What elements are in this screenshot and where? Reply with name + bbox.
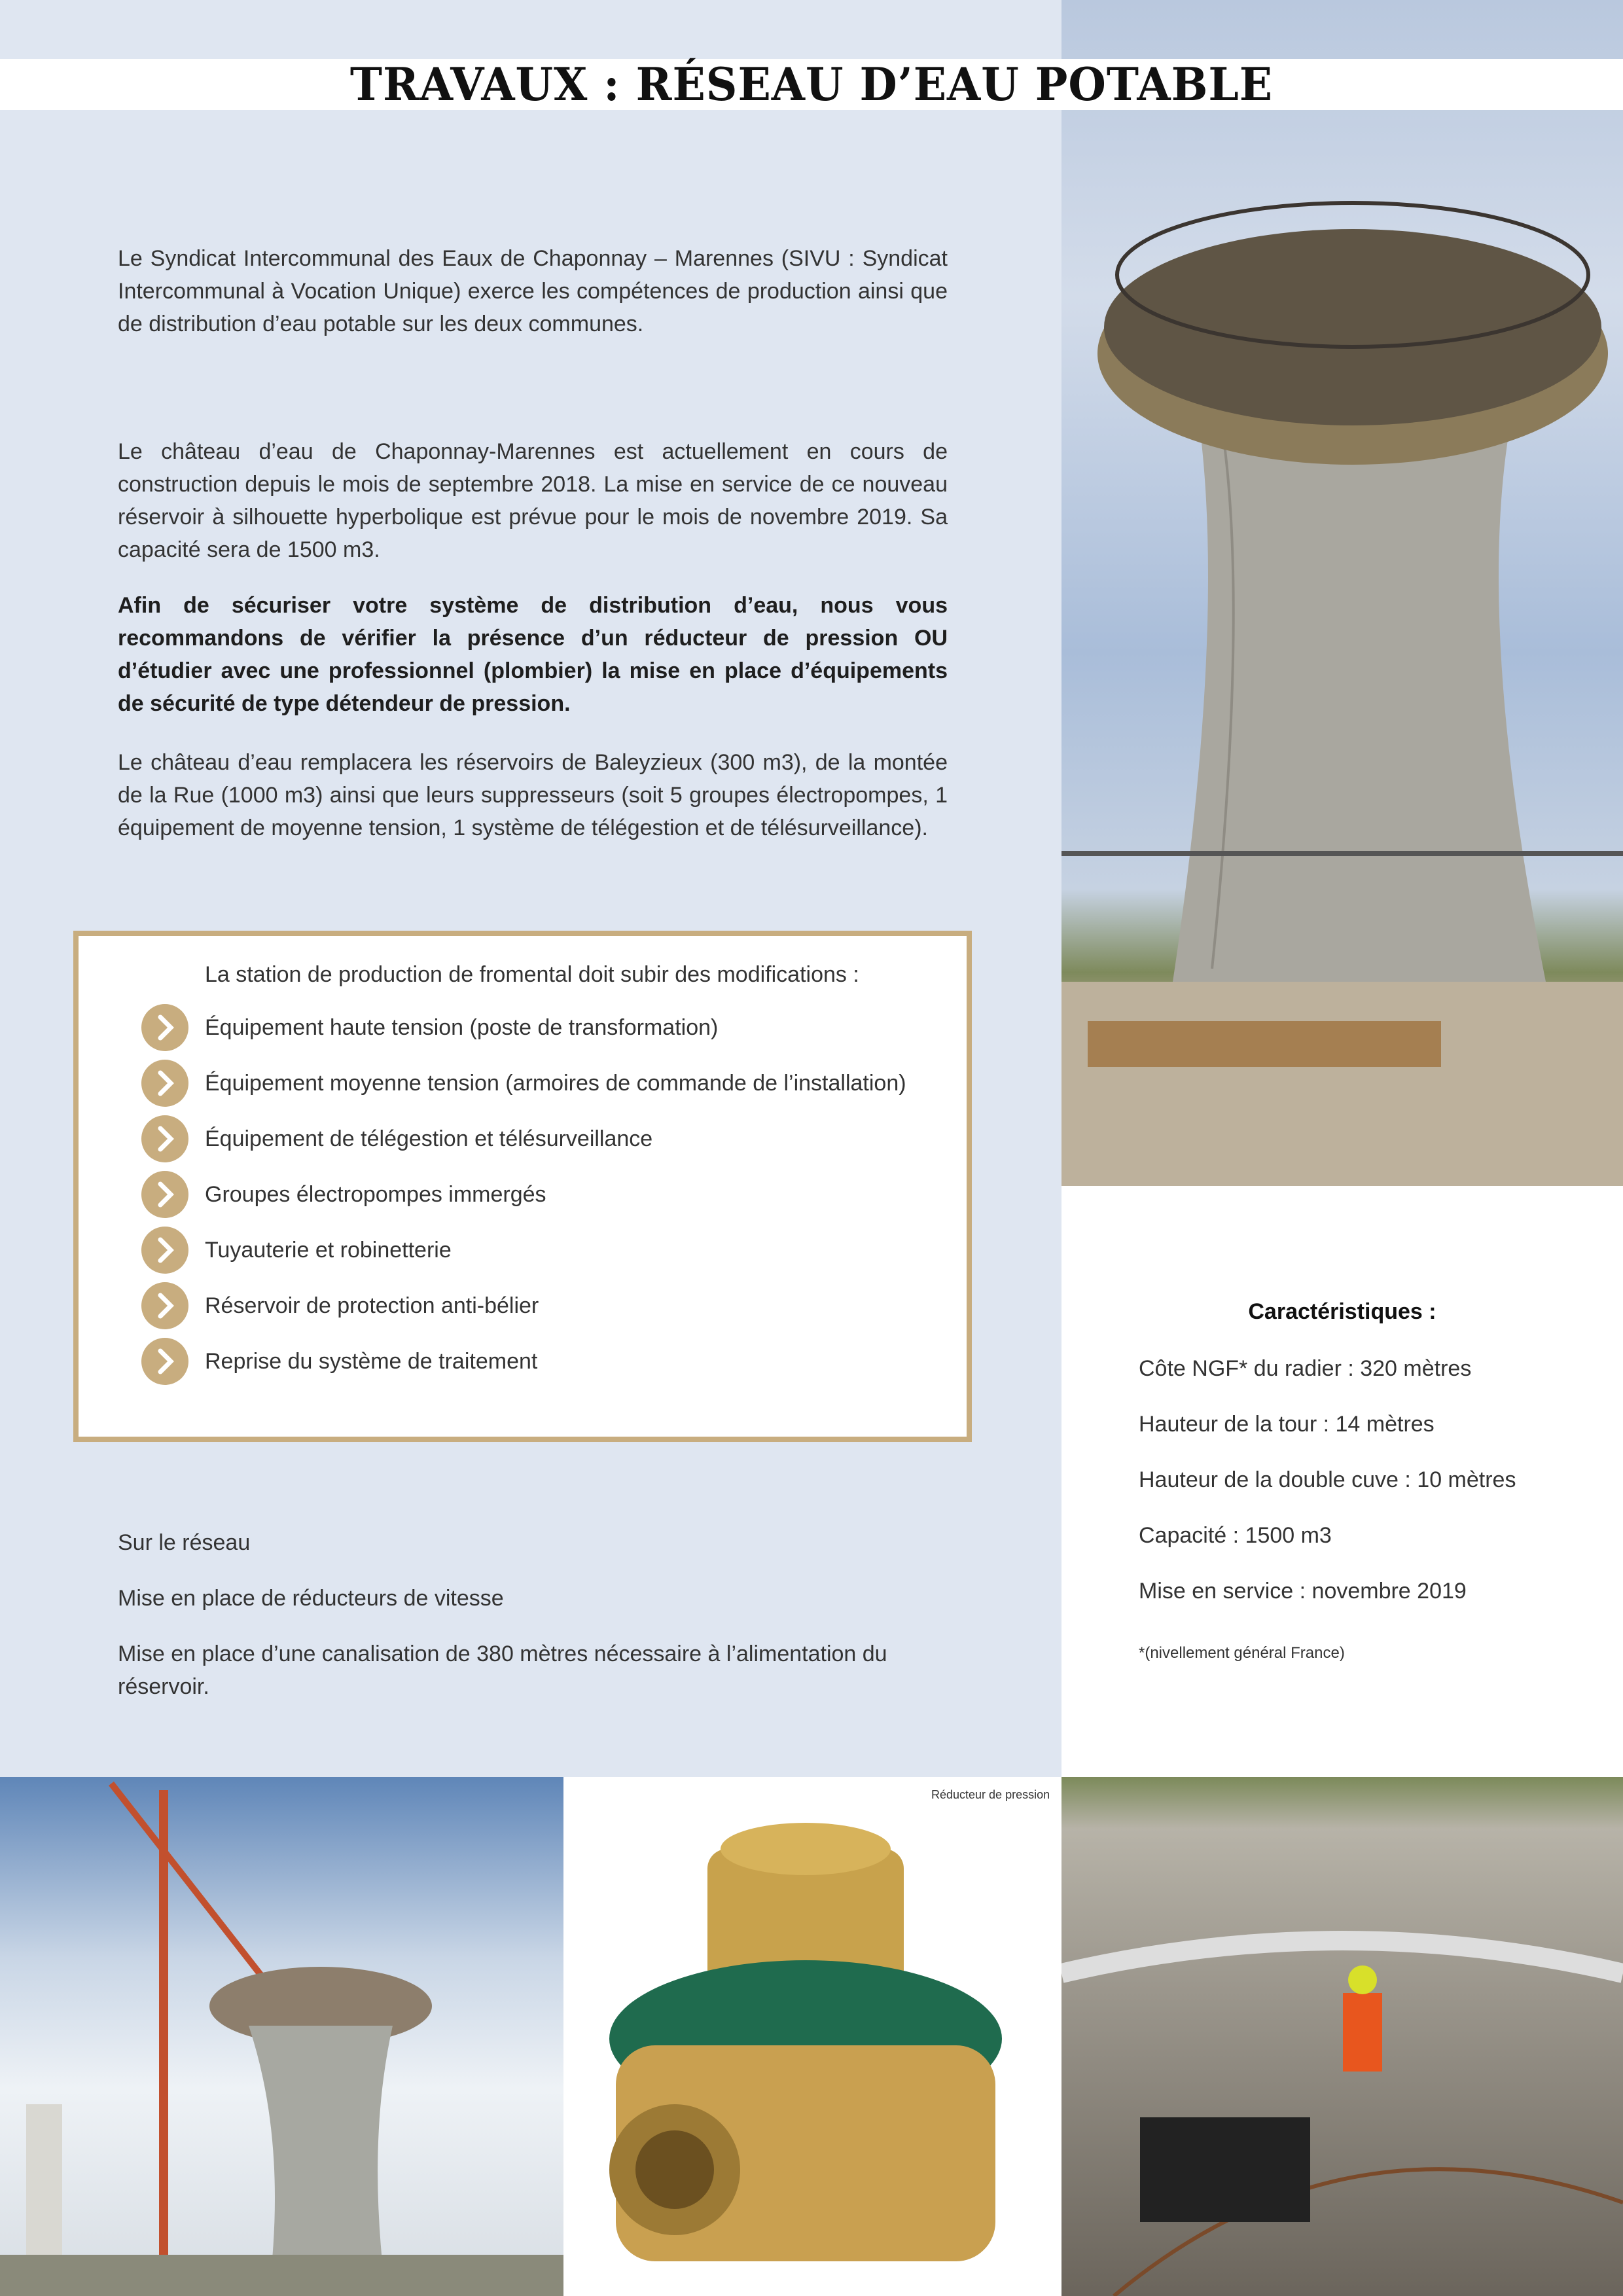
chevron-right-icon [141,1282,188,1329]
list-item-label: Équipement haute tension (poste de transformation) [205,1014,719,1040]
list-item-label: Reprise du système de traitement [205,1348,538,1374]
chevron-right-icon [141,1060,188,1107]
list-item-label: Réservoir de protection anti-bélier [205,1293,539,1318]
list-item-label: Groupes électropompes immergés [205,1181,546,1207]
title-bar [0,59,1623,110]
list-item-label: Équipement de télégestion et télésurveillance [205,1126,653,1151]
reseau-item: Mise en place de réducteurs de vitesse [118,1586,504,1611]
water-tower-construction-photo [1061,0,1623,1186]
list-item [141,1282,539,1329]
chevron-right-icon [141,1115,188,1162]
caracteristique-item: Côte NGF* du radier : 320 mètres [1139,1356,1472,1381]
page-title: TRAVAUX : RÉSEAU D’EAU POTABLE [349,58,1274,111]
footnote: *(nivellement général France) [1139,1644,1345,1662]
list-item [141,1338,537,1385]
crane-tower-photo [0,1777,563,2296]
list-item [141,1227,452,1274]
station-modifications-box [73,931,972,1442]
chevron-right-icon [141,1338,188,1385]
caracteristique-item: Hauteur de la double cuve : 10 mètres [1139,1467,1516,1492]
caracteristique-item: Capacité : 1500 m3 [1139,1523,1332,1548]
chevron-right-icon [141,1171,188,1218]
list-item-label: Tuyauterie et robinetterie [205,1237,452,1263]
construction-worker-photo [1061,1777,1623,2296]
replacement-paragraph: Le château d’eau remplacera les réservoirs de Baleyzieux (300 m3), de la montée de la Rue (1000 m3) ainsi que leurs suppresseurs (soit 5 groupes électropompes, 1 équipement de moyenne tension, 1 système de télégestion et de télésurveillance). [118,750,948,840]
list-item [141,1004,718,1051]
chevron-right-icon [141,1227,188,1274]
caracteristiques-heading: Caractéristiques : [1248,1299,1436,1324]
reseau-item: Mise en place d’une canalisation de 380 mètres nécessaire à l’alimentation du réservoir. [118,1641,887,1699]
photo-caption: Réducteur de pression [931,1788,1050,1801]
list-item [141,1115,652,1162]
caracteristique-item: Mise en service : novembre 2019 [1139,1579,1467,1604]
reseau-heading: Sur le réseau [118,1530,251,1555]
security-recommendation: Afin de sécuriser votre système de distribution d’eau, nous vous recommandons de vérifier la présence d’un réducteur de pression OU d’étudier avec une professionnel (plombier) la mise en place d’équipements de sécurité de type détendeur de pression. [118,593,948,716]
list-item [141,1171,546,1218]
list-item-label: Équipement moyenne tension (armoires de commande de l’installation) [205,1070,906,1096]
intro-paragraph: Le Syndicat Intercommunal des Eaux de Chaponnay – Marennes (SIVU : Syndicat Intercommunal à Vocation Unique) exerce les compétences de production ainsi que de distribution d’eau potable sur les deux communes. [118,246,948,336]
list-item [141,1060,906,1107]
pressure-reducer-photo [563,1777,1061,2296]
station-heading: La station de production de fromental doit subir des modifications : [205,962,859,987]
caracteristique-item: Hauteur de la tour : 14 mètres [1139,1412,1435,1437]
chateau-paragraph: Le château d’eau de Chaponnay-Marennes est actuellement en cours de construction depuis le mois de septembre 2018. La mise en service de ce nouveau réservoir à silhouette hyperbolique est prévue pour le mois de novembre 2019. Sa capacité sera de 1500 m3. [118,439,948,562]
chevron-right-icon [141,1004,188,1051]
